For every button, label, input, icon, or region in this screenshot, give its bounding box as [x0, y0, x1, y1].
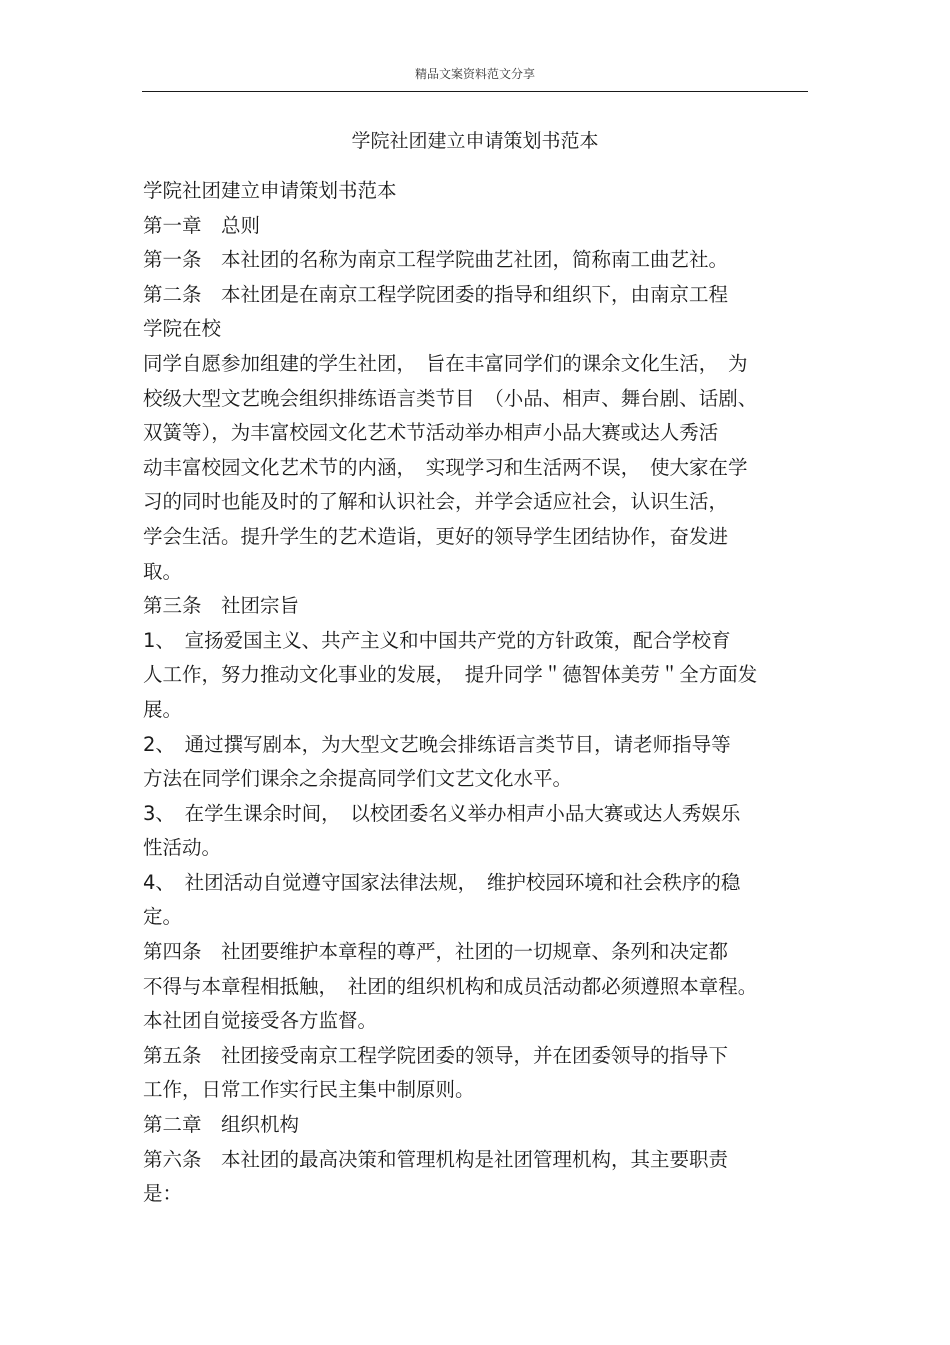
body-line: 第四条 社团要维护本章程的尊严，社团的一切规章、条列和决定都: [143, 940, 729, 964]
body-line: 工作，日常工作实行民主集中制原则。: [143, 1078, 475, 1102]
body-line: 第六条 本社团的最高决策和管理机构是社团管理机构，其主要职责: [143, 1147, 729, 1171]
body-line: 同学自愿参加组建的学生社团， 旨在丰富同学们的课余文化生活， 为: [143, 351, 748, 375]
body-line: 展。: [143, 697, 183, 721]
body-line: 性活动。: [143, 836, 222, 860]
body-line: 双簧等），为丰富校园文化艺术节活动举办相声小品大赛或达人秀活: [143, 421, 719, 445]
document-title: 学院社团建立申请策划书范本: [351, 130, 599, 152]
body-line: 不得与本章程相抵触， 社团的组织机构和成员活动都必须遵照本章程。: [143, 974, 758, 998]
document-body: [143, 174, 823, 1212]
body-line: 第一章 总则: [143, 213, 261, 237]
body-line: 第五条 社团接受南京工程学院团委的领导，并在团委领导的指导下: [143, 1043, 729, 1067]
body-line: 校级大型文艺晚会组织排练语言类节目 （小品、相声、舞台剧、话剧、: [143, 386, 758, 410]
body-line: 本社团自觉接受各方监督。: [143, 1009, 378, 1033]
body-line: 第二章 组织机构: [143, 1113, 300, 1137]
body-line: 是：: [143, 1182, 183, 1206]
body-line: 第三条 社团宗旨: [143, 594, 300, 618]
body-line: 人工作，努力推动文化事业的发展， 提升同学＂德智体美劳＂全方面发: [143, 663, 758, 687]
header-divider: [142, 91, 808, 92]
body-line: 1、 宣扬爱国主义、共产主义和中国共产党的方针政策，配合学校育: [143, 628, 731, 652]
body-line: 方法在同学们课余之余提高同学们文艺文化水平。: [143, 767, 573, 791]
body-line: 学院社团建立申请策划书范本: [143, 179, 397, 202]
body-line: 定。: [143, 905, 183, 929]
body-line: 4、 社团活动自觉遵守国家法律法规， 维护校园环境和社会秩序的稳: [143, 870, 741, 894]
body-line: 3、 在学生课余时间， 以校团委名义举办相声小品大赛或达人秀娱乐: [143, 801, 741, 825]
body-line: 第二条 本社团是在南京工程学院团委的指导和组织下，由南京工程: [143, 282, 729, 306]
page-header: 精品文案资料范文分享: [414, 67, 535, 81]
body-line: 第一条 本社团的名称为南京工程学院曲艺社团，简称南工曲艺社。: [143, 248, 729, 272]
body-line: 学院在校: [143, 317, 222, 341]
body-line: 习的同时也能及时的了解和认识社会，并学会适应社会，认识生活，: [143, 490, 729, 514]
body-line: 2、 通过撰写剧本，为大型文艺晚会排练语言类节目，请老师指导等: [143, 732, 731, 756]
body-line: 学会生活。提升学生的艺术造诣，更好的领导学生团结协作，奋发进: [143, 524, 729, 548]
body-line: 取。: [143, 559, 183, 583]
body-line: 动丰富校园文化艺术节的内涵， 实现学习和生活两不误， 使大家在学: [143, 455, 748, 479]
